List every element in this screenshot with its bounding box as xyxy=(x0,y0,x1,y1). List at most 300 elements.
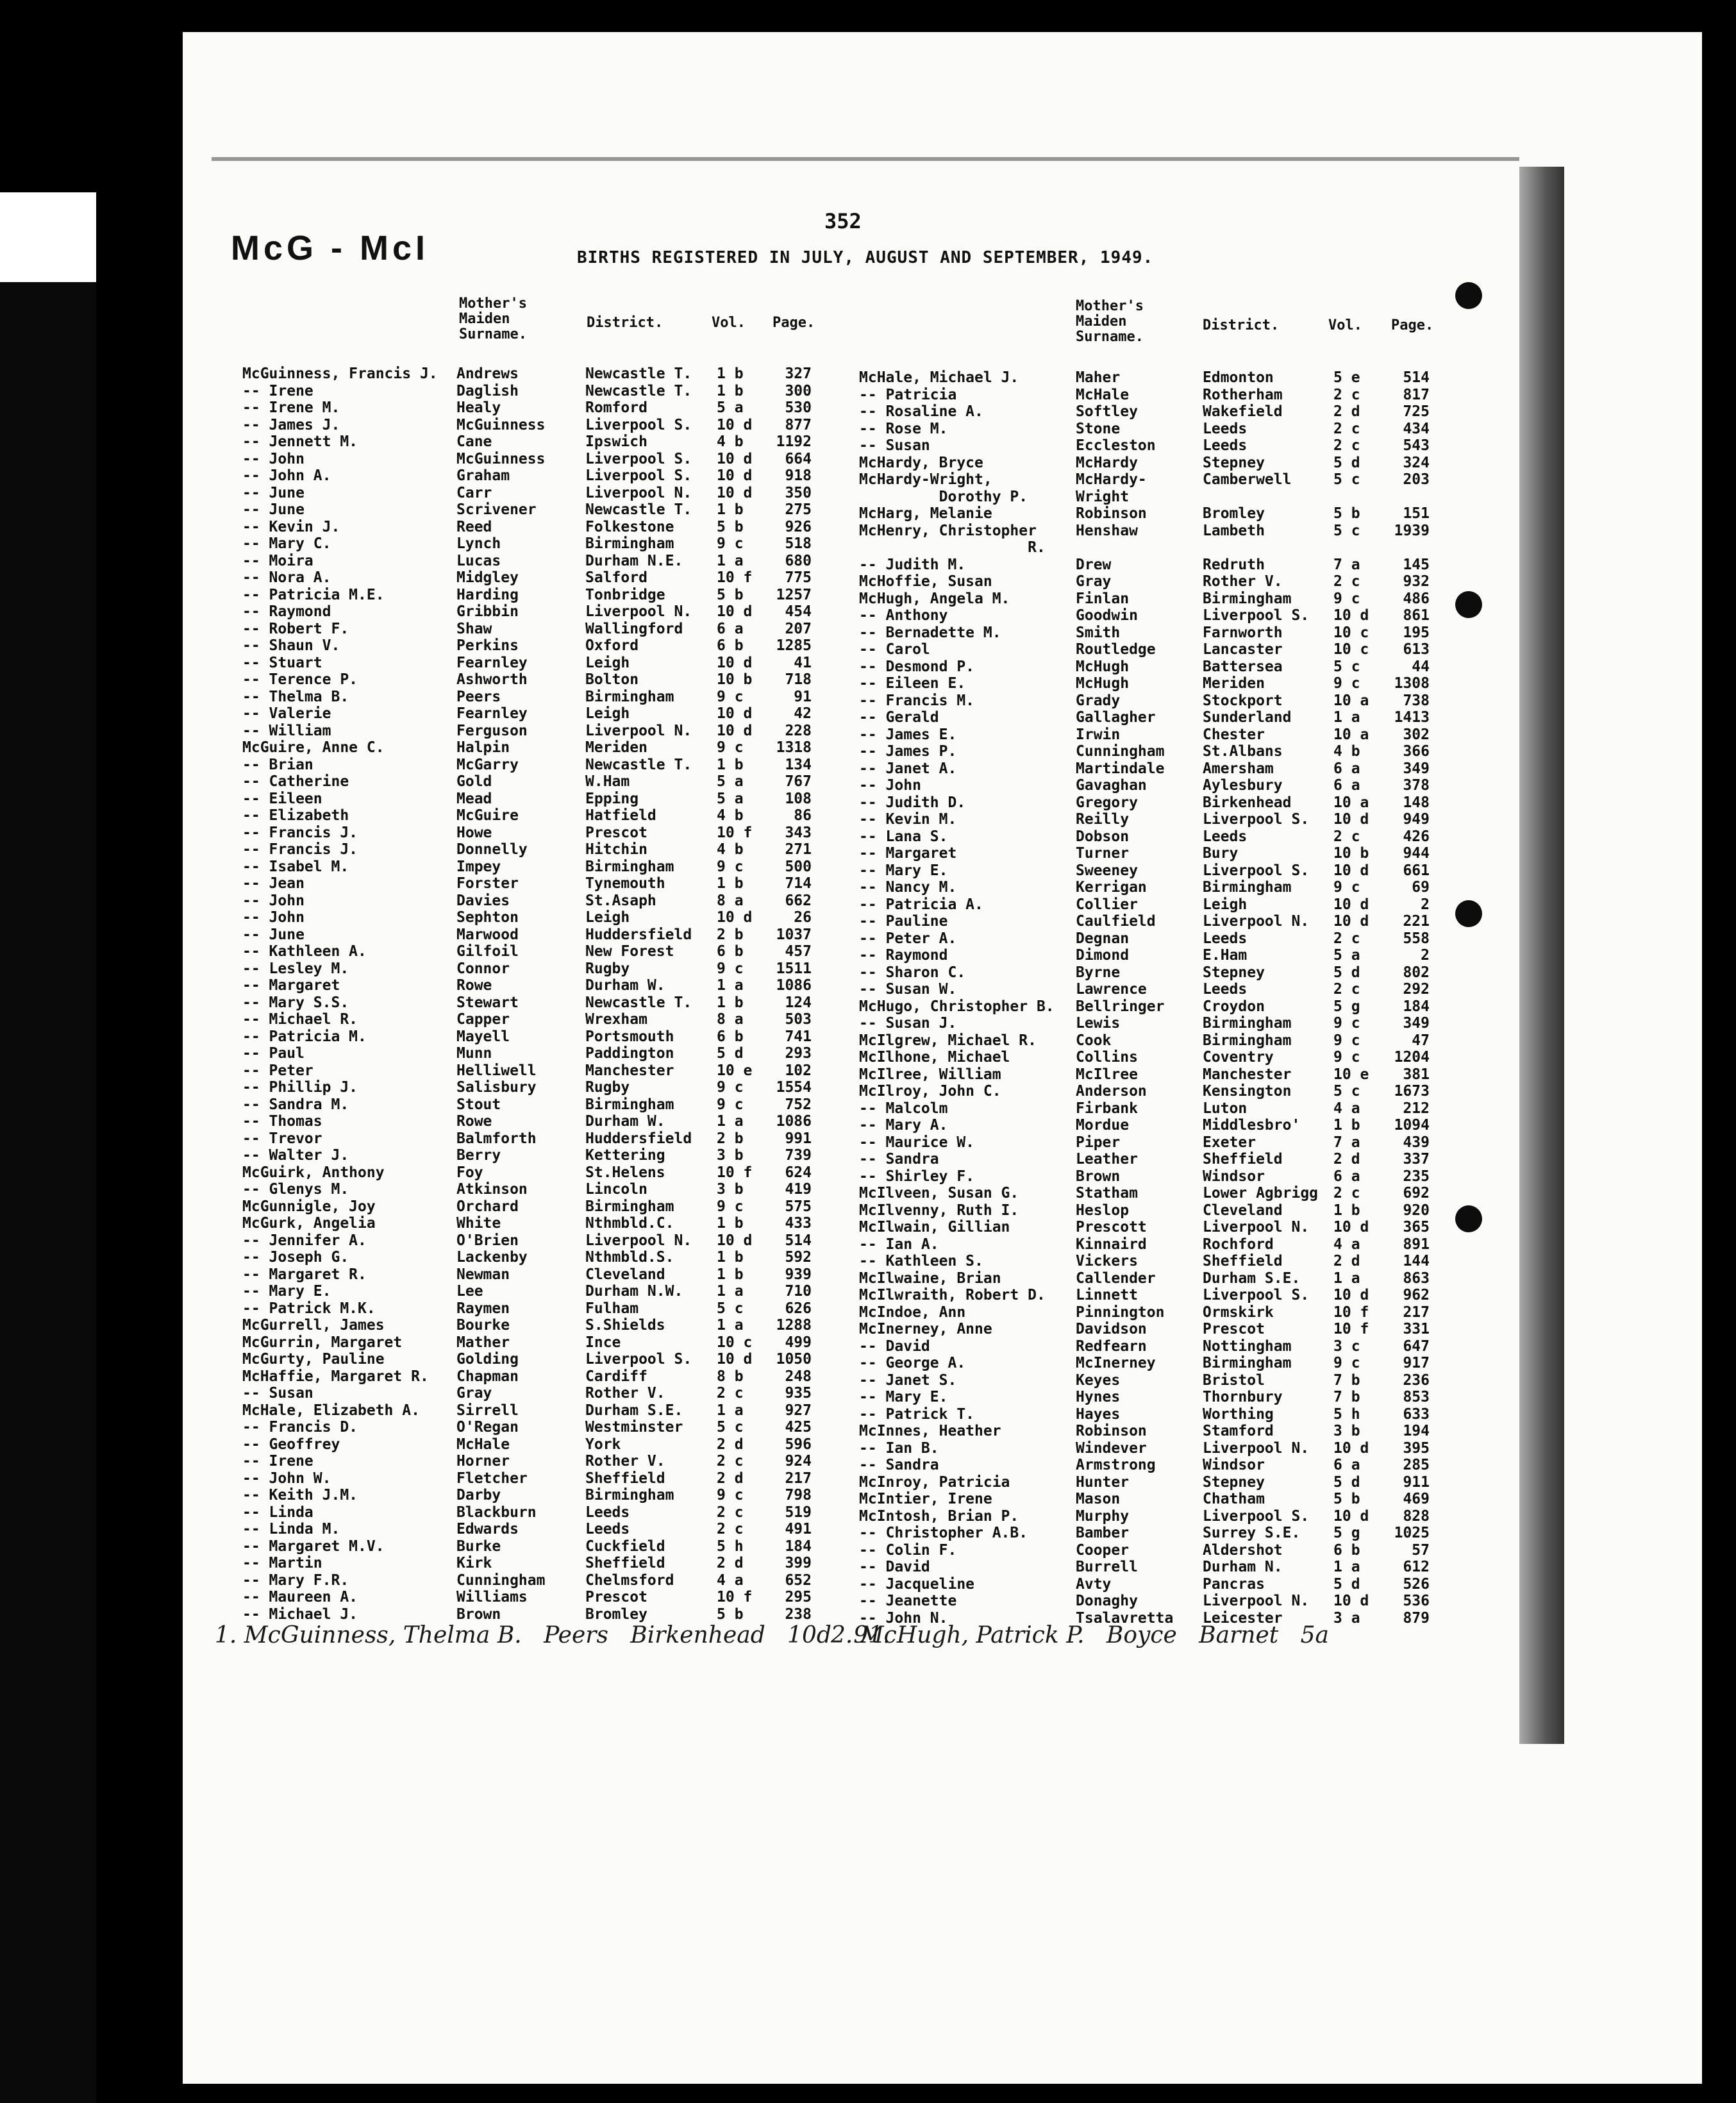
volume: 5 c xyxy=(1333,522,1360,539)
child-name: McHardy-Wright, xyxy=(859,471,992,488)
page-ref: 42 xyxy=(794,705,812,722)
child-name: -- Sandra M. xyxy=(242,1096,349,1113)
mother-maiden-surname: Sirrell xyxy=(456,1402,519,1419)
page-ref: 69 xyxy=(1412,879,1430,896)
mother-maiden-surname: Lynch xyxy=(456,535,501,552)
page-ref: 1413 xyxy=(1394,709,1430,726)
page-ref: 1939 xyxy=(1394,522,1430,539)
mother-maiden-surname: Tsalavretta xyxy=(1076,1609,1174,1627)
page-ref: 592 xyxy=(785,1249,812,1266)
mother-maiden-surname: Statham xyxy=(1076,1185,1138,1202)
district: Prescot xyxy=(585,1589,647,1605)
page-ref: 596 xyxy=(785,1436,812,1453)
volume: 5 a xyxy=(717,399,744,416)
district: Bristol xyxy=(1203,1371,1265,1389)
mother-maiden-surname: Turner xyxy=(1076,845,1130,862)
sheet-edge-shadow xyxy=(1519,167,1564,1744)
district: Kettering xyxy=(585,1147,665,1164)
header-vol-right: Vol. xyxy=(1328,317,1362,333)
child-name: -- Raymond xyxy=(859,947,948,964)
volume: 1 a xyxy=(1333,709,1360,726)
district: Durham S.E. xyxy=(585,1402,683,1419)
page-ref: 991 xyxy=(785,1130,812,1147)
volume: 8 b xyxy=(717,1368,744,1385)
district: Edmonton xyxy=(1203,369,1274,386)
district: Cardiff xyxy=(585,1368,647,1385)
volume: 6 b xyxy=(717,1028,744,1045)
volume: 5 e xyxy=(1333,369,1360,386)
child-name: -- Francis J. xyxy=(242,841,358,858)
volume: 6 a xyxy=(1333,1168,1360,1185)
mother-maiden-surname: Henshaw xyxy=(1076,522,1138,539)
mother-maiden-surname: Caulfield xyxy=(1076,913,1156,930)
page-ref: 457 xyxy=(785,943,812,960)
mother-maiden-surname: Bamber xyxy=(1076,1525,1130,1541)
page-ref: 238 xyxy=(785,1605,812,1623)
district: Leicester xyxy=(1203,1609,1283,1627)
mother-maiden-surname: O'Brien xyxy=(456,1232,519,1249)
district: Surrey S.E. xyxy=(1203,1525,1301,1541)
volume: 10 d xyxy=(1333,1439,1369,1457)
district: Birmingham xyxy=(1203,879,1292,896)
child-name: -- James E. xyxy=(859,726,957,743)
mother-maiden-surname: Maher xyxy=(1076,369,1121,386)
page-ref: 399 xyxy=(785,1555,812,1571)
mother-maiden-surname: Gregory xyxy=(1076,794,1138,811)
district: Liverpool N. xyxy=(1203,913,1310,930)
page-ref: 184 xyxy=(1403,998,1430,1015)
child-name: -- June xyxy=(242,926,305,943)
volume: 10 e xyxy=(717,1062,753,1079)
district: Newcastle T. xyxy=(585,994,692,1011)
mother-maiden-surname: Kirk xyxy=(456,1555,492,1571)
mother-maiden-surname: Balmforth xyxy=(456,1130,537,1147)
page-ref: 612 xyxy=(1403,1559,1430,1575)
page-ref: 425 xyxy=(785,1419,812,1436)
page-ref: 302 xyxy=(1403,726,1430,743)
child-name: McHenry, Christopher xyxy=(859,522,1037,539)
child-name: -- Paul xyxy=(242,1045,305,1062)
mother-maiden-surname: Gold xyxy=(456,773,492,790)
volume: 3 a xyxy=(1333,1609,1360,1627)
volume: 1 b xyxy=(717,382,744,399)
volume: 5 h xyxy=(1333,1405,1360,1423)
district: Huddersfield xyxy=(585,1130,692,1147)
volume: 5 c xyxy=(1333,658,1360,675)
page-ref: 295 xyxy=(785,1589,812,1605)
page-ref: 1094 xyxy=(1394,1117,1430,1134)
mother-maiden-surname: McHardy xyxy=(1076,454,1138,471)
mother-maiden-surname: Rowe xyxy=(456,977,492,994)
header-page-left: Page. xyxy=(772,315,815,331)
district: Battersea xyxy=(1203,658,1283,675)
child-name: -- Margaret xyxy=(859,845,957,862)
page-ref: 271 xyxy=(785,841,812,858)
child-name: McIntier, Irene xyxy=(859,1491,992,1507)
district: Folkestone xyxy=(585,518,674,535)
district: Rugby xyxy=(585,1079,630,1096)
volume: 9 c xyxy=(717,739,744,756)
child-name: McHugh, Angela M. xyxy=(859,590,1010,607)
child-name: -- John xyxy=(242,909,305,926)
district: Ipswich xyxy=(585,433,647,450)
page-ref: 145 xyxy=(1403,556,1430,573)
page-ref: 300 xyxy=(785,382,812,399)
scan-left-strip xyxy=(0,192,96,2103)
child-name: -- Pauline xyxy=(859,913,948,930)
district: S.Shields xyxy=(585,1317,665,1334)
mother-maiden-surname: Darby xyxy=(456,1487,501,1504)
page-ref: 26 xyxy=(794,909,812,926)
volume: 6 b xyxy=(717,637,744,654)
page-ref: 499 xyxy=(785,1334,812,1351)
page-ref: 543 xyxy=(1403,437,1430,454)
child-name: McHaffie, Margaret R. xyxy=(242,1368,429,1385)
volume: 9 c xyxy=(717,1198,744,1215)
page-ref: 739 xyxy=(785,1147,812,1164)
mother-maiden-surname: Graham xyxy=(456,467,510,484)
page-ref: 195 xyxy=(1403,624,1430,641)
mother-maiden-surname: Bourke xyxy=(456,1317,510,1334)
page-ref: 802 xyxy=(1403,964,1430,981)
volume: 10 a xyxy=(1333,726,1369,743)
district: Durham N.E. xyxy=(585,552,683,569)
child-name: -- Gerald xyxy=(859,709,939,726)
mother-maiden-surname: Redfearn xyxy=(1076,1337,1147,1355)
mother-maiden-surname: Degnan xyxy=(1076,930,1130,947)
mother-maiden-surname: Newman xyxy=(456,1266,510,1283)
district: Portsmouth xyxy=(585,1028,674,1045)
page-ref: 514 xyxy=(1403,369,1430,386)
volume: 10 b xyxy=(1333,845,1369,862)
page-ref: 926 xyxy=(785,518,812,535)
mother-maiden-surname: Brown xyxy=(1076,1168,1121,1185)
district: Windsor xyxy=(1203,1457,1265,1473)
mother-maiden-surname: Robinson xyxy=(1076,1423,1147,1439)
district: Rother V. xyxy=(1203,573,1283,590)
volume: 2 c xyxy=(1333,930,1360,947)
mother-maiden-surname: Williams xyxy=(456,1589,528,1605)
mother-maiden-surname: Davies xyxy=(456,892,510,909)
volume: 4 a xyxy=(1333,1236,1360,1253)
child-name: -- Colin F. xyxy=(859,1541,957,1559)
header-vol-left: Vol. xyxy=(712,315,746,331)
district: Lambeth xyxy=(1203,522,1265,539)
child-name: McHardy, Bryce xyxy=(859,454,983,471)
mother-maiden-surname: Mordue xyxy=(1076,1117,1130,1134)
volume: 6 a xyxy=(1333,1457,1360,1473)
child-name: -- Jacqueline xyxy=(859,1575,975,1593)
volume: 2 c xyxy=(1333,1185,1360,1202)
volume: 6 a xyxy=(1333,760,1360,777)
section-tag: McG - McI xyxy=(231,229,430,267)
mother-maiden-surname: Softley xyxy=(1076,403,1138,420)
mother-maiden-surname: Horner xyxy=(456,1453,510,1470)
volume: 1 a xyxy=(717,1113,744,1130)
mother-maiden-surname: Leather xyxy=(1076,1151,1138,1168)
mother-maiden-surname: Donnelly xyxy=(456,841,528,858)
child-name: -- Thelma B. xyxy=(242,688,349,705)
district: Salford xyxy=(585,569,647,586)
page-heading: BIRTHS REGISTERED IN JULY, AUGUST AND SEPTEMBER, 1949. xyxy=(577,248,1154,267)
volume: 2 b xyxy=(717,1130,744,1147)
volume: 5 d xyxy=(1333,964,1360,981)
page-ref: 944 xyxy=(1403,845,1430,862)
page-ref: 775 xyxy=(785,569,812,586)
child-name: -- Patricia M. xyxy=(242,1028,367,1045)
page-ref: 57 xyxy=(1412,1541,1430,1559)
page-ref: 536 xyxy=(1403,1593,1430,1609)
mother-maiden-surname: Keyes xyxy=(1076,1371,1121,1389)
volume: 3 b xyxy=(1333,1423,1360,1439)
district: Sheffield xyxy=(585,1470,665,1487)
mother-maiden-surname: McHugh xyxy=(1076,675,1130,692)
district: Leeds xyxy=(1203,930,1248,947)
district: Liverpool S. xyxy=(1203,1507,1310,1525)
volume: 5 d xyxy=(1333,1473,1360,1491)
header-page-right: Page. xyxy=(1391,317,1434,333)
volume: 1 b xyxy=(717,994,744,1011)
mother-maiden-surname: Stone xyxy=(1076,420,1121,437)
child-name: -- Eileen xyxy=(242,790,322,807)
page-ref: 184 xyxy=(785,1537,812,1555)
page-ref: 1285 xyxy=(776,637,812,654)
district: Stepney xyxy=(1203,964,1265,981)
mother-maiden-surname: Goodwin xyxy=(1076,607,1138,624)
volume: 1 b xyxy=(717,875,744,892)
mother-maiden-surname: Collier xyxy=(1076,896,1138,913)
child-name: McIntosh, Brian P. xyxy=(859,1507,1019,1525)
page-ref: 939 xyxy=(785,1266,812,1283)
child-name: -- Isabel M. xyxy=(242,858,349,875)
child-name: -- Patrick T. xyxy=(859,1405,975,1423)
mother-maiden-surname: Routledge xyxy=(1076,641,1156,658)
volume: 10 d xyxy=(1333,1507,1369,1525)
child-name: -- Patrick M.K. xyxy=(242,1300,376,1317)
district: Paddington xyxy=(585,1045,674,1062)
district: Meriden xyxy=(1203,675,1265,692)
child-name: McIlwraith, Robert D. xyxy=(859,1287,1046,1303)
volume: 2 c xyxy=(1333,420,1360,437)
district: Exeter xyxy=(1203,1134,1256,1151)
mother-maiden-surname: Connor xyxy=(456,960,510,977)
district: Birmingham xyxy=(585,535,674,552)
district: Ince xyxy=(585,1334,621,1351)
volume: 6 b xyxy=(717,943,744,960)
child-name: -- Patricia xyxy=(859,386,957,403)
district: Liverpool N. xyxy=(585,603,692,620)
volume: 4 a xyxy=(717,1571,744,1589)
child-name: -- Stuart xyxy=(242,654,322,671)
page-ref: 918 xyxy=(785,467,812,484)
mother-maiden-surname: Sephton xyxy=(456,909,519,926)
district: Tonbridge xyxy=(585,586,665,603)
page-ref: 917 xyxy=(1403,1355,1430,1371)
volume: 2 c xyxy=(1333,386,1360,403)
child-name: -- Francis D. xyxy=(242,1419,358,1436)
district: Durham N. xyxy=(1203,1559,1283,1575)
district: Sheffield xyxy=(1203,1253,1283,1269)
page-ref: 932 xyxy=(1403,573,1430,590)
mother-maiden-surname: White xyxy=(456,1215,501,1232)
child-name: McHugo, Christopher B. xyxy=(859,998,1055,1015)
page-ref: 1037 xyxy=(776,926,812,943)
volume: 9 c xyxy=(717,1096,744,1113)
page-ref: 378 xyxy=(1403,777,1430,794)
mother-maiden-surname: Mather xyxy=(456,1334,510,1351)
volume: 9 c xyxy=(1333,1032,1360,1049)
child-name: -- Lana S. xyxy=(859,828,948,845)
mother-maiden-surname: Heslop xyxy=(1076,1202,1130,1219)
child-name: McHoffie, Susan xyxy=(859,573,992,590)
mother-maiden-surname: McHale xyxy=(1076,386,1130,403)
district: Epping xyxy=(585,790,639,807)
district: Liverpool S. xyxy=(585,467,692,484)
mother-maiden-surname: Hunter xyxy=(1076,1473,1130,1491)
page-ref: 692 xyxy=(1403,1185,1430,1202)
child-name: -- Kathleen S. xyxy=(859,1253,983,1269)
volume: 10 c xyxy=(1333,624,1369,641)
page-ref: 877 xyxy=(785,416,812,433)
volume: 5 g xyxy=(1333,998,1360,1015)
child-name: -- David xyxy=(859,1559,930,1575)
child-name: -- Maurice W. xyxy=(859,1134,975,1151)
volume: 7 a xyxy=(1333,1134,1360,1151)
mother-maiden-surname: Vickers xyxy=(1076,1253,1138,1269)
mother-maiden-surname: Pinnington xyxy=(1076,1303,1165,1321)
mother-maiden-surname: Salisbury xyxy=(456,1079,537,1096)
child-name: -- Janet A. xyxy=(859,760,957,777)
mother-maiden-surname: Cane xyxy=(456,433,492,450)
volume: 10 f xyxy=(717,1589,753,1605)
volume: 2 d xyxy=(717,1436,744,1453)
volume: 10 d xyxy=(717,484,753,501)
page-ref: 647 xyxy=(1403,1337,1430,1355)
volume: 10 f xyxy=(1333,1321,1369,1337)
volume: 10 d xyxy=(717,1232,753,1249)
district: St.Albans xyxy=(1203,743,1283,760)
mother-maiden-surname: Burrell xyxy=(1076,1559,1138,1575)
district: Liverpool S. xyxy=(585,1351,692,1368)
mother-maiden-surname: O'Regan xyxy=(456,1419,519,1436)
district: Middlesbro' xyxy=(1203,1117,1301,1134)
volume: 5 c xyxy=(717,1419,744,1436)
mother-maiden-surname: Gribbin xyxy=(456,603,519,620)
page-ref: 454 xyxy=(785,603,812,620)
volume: 5 d xyxy=(1333,454,1360,471)
district: Westminster xyxy=(585,1419,683,1436)
district: Manchester xyxy=(585,1062,674,1079)
district: Prescot xyxy=(1203,1321,1265,1337)
child-name: -- Irene M. xyxy=(242,399,340,416)
child-name: -- Mary F.R. xyxy=(242,1571,349,1589)
page-ref: 433 xyxy=(785,1215,812,1232)
mother-maiden-surname: Carr xyxy=(456,484,492,501)
volume: 1 a xyxy=(717,1283,744,1300)
volume: 10 d xyxy=(1333,811,1369,828)
district: Lincoln xyxy=(585,1181,647,1198)
child-name: -- Walter J. xyxy=(242,1147,349,1164)
district: Birmingham xyxy=(1203,1355,1292,1371)
district: Birmingham xyxy=(585,1487,674,1504)
volume: 1 a xyxy=(1333,1269,1360,1287)
child-name: -- Margaret xyxy=(242,977,340,994)
child-name: -- Rosaline A. xyxy=(859,403,983,420)
volume: 1 b xyxy=(717,756,744,773)
page-ref: 41 xyxy=(794,654,812,671)
child-name: -- Nancy M. xyxy=(859,879,957,896)
volume: 10 d xyxy=(717,722,753,739)
volume: 10 e xyxy=(1333,1066,1369,1083)
district: Liverpool S. xyxy=(1203,607,1310,624)
page-ref: 91 xyxy=(794,688,812,705)
child-name: -- Shirley F. xyxy=(859,1168,975,1185)
page-ref: 2 xyxy=(1421,947,1430,964)
volume: 10 d xyxy=(1333,1593,1369,1609)
child-name: Dorothy P. xyxy=(859,488,1028,505)
district: Wrexham xyxy=(585,1011,647,1028)
child-name: -- Geoffrey xyxy=(242,1436,340,1453)
page-ref: 2 xyxy=(1421,896,1430,913)
volume: 6 a xyxy=(717,620,744,637)
child-name: McHarg, Melanie xyxy=(859,505,992,522)
volume: 5 b xyxy=(1333,505,1360,522)
mother-maiden-surname: Eccleston xyxy=(1076,437,1156,454)
page-ref: 134 xyxy=(785,756,812,773)
mother-maiden-surname: Midgley xyxy=(456,569,519,586)
mother-maiden-surname: Donaghy xyxy=(1076,1593,1138,1609)
page-ref: 1318 xyxy=(776,739,812,756)
district: Liverpool S. xyxy=(585,416,692,433)
mother-maiden-surname: Chapman xyxy=(456,1368,519,1385)
child-name: -- Peter A. xyxy=(859,930,957,947)
district: Nottingham xyxy=(1203,1337,1292,1355)
page-ref: 419 xyxy=(785,1181,812,1198)
district: Fulham xyxy=(585,1300,639,1317)
child-name: McHale, Michael J. xyxy=(859,369,1019,386)
volume: 2 d xyxy=(717,1555,744,1571)
child-name: McGurrell, James xyxy=(242,1317,385,1334)
page-ref: 350 xyxy=(785,484,812,501)
page-ref: 248 xyxy=(785,1368,812,1385)
child-name: -- Margaret R. xyxy=(242,1266,367,1283)
child-name: McGuirk, Anthony xyxy=(242,1164,385,1181)
volume: 5 a xyxy=(717,790,744,807)
mother-maiden-surname: Rowe xyxy=(456,1113,492,1130)
mother-maiden-surname: Burke xyxy=(456,1537,501,1555)
child-name: McIlgrew, Michael R. xyxy=(859,1032,1037,1049)
child-name: -- John A. xyxy=(242,467,331,484)
volume: 1 b xyxy=(717,1215,744,1232)
mother-maiden-surname: Lawrence xyxy=(1076,981,1147,998)
mother-maiden-surname: Brown xyxy=(456,1605,501,1623)
page-ref: 221 xyxy=(1403,913,1430,930)
mother-maiden-surname: Blackburn xyxy=(456,1504,537,1521)
volume: 9 c xyxy=(717,688,744,705)
page-ref: 381 xyxy=(1403,1066,1430,1083)
mother-maiden-surname: McGuire xyxy=(456,807,519,824)
mother-maiden-surname: Byrne xyxy=(1076,964,1121,981)
child-name: McIlhone, Michael xyxy=(859,1049,1010,1066)
page-ref: 86 xyxy=(794,807,812,824)
district: Liverpool N. xyxy=(1203,1219,1310,1236)
volume: 10 d xyxy=(717,603,753,620)
mother-maiden-surname: Gavaghan xyxy=(1076,777,1147,794)
district: Birmingham xyxy=(585,858,674,875)
child-name: -- Mary A. xyxy=(859,1117,948,1134)
mother-maiden-surname: Dobson xyxy=(1076,828,1130,845)
page-ref: 680 xyxy=(785,552,812,569)
